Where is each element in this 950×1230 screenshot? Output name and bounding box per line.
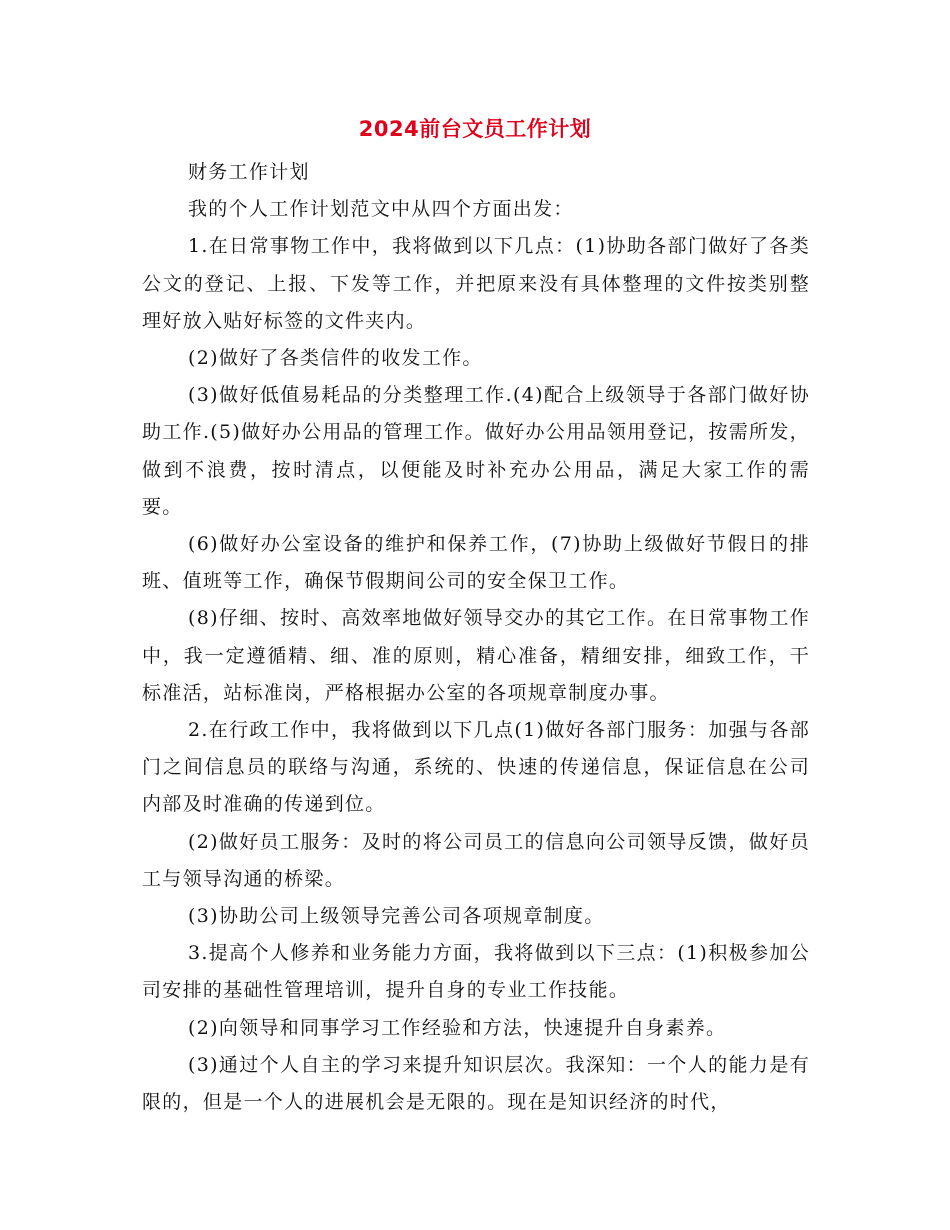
paragraph-intro: 我的个人工作计划范文中从四个方面出发：: [188, 198, 574, 221]
paragraph-heading: 财务工作计划: [188, 161, 310, 183]
paragraph: (2)做好员工服务：及时的将公司员工的信息向公司领导反馈，做好员工与领导沟通的桥梁。: [142, 830, 810, 890]
paragraph: 3.提高个人修养和业务能力方面，我将做到以下三点：(1)积极参加公司安排的基础性管理培训，提升自身的专业工作技能。: [142, 942, 810, 1002]
paragraph: (8)仔细、按时、高效率地做好领导交办的其它工作。在日常事物工作中，我一定遵循精、细、准的原则，精心准备，精细安排，细致工作，干标准活，站标准岗，严格根据办公室的各项规章制度办事。: [142, 607, 810, 704]
paragraph: 1.在日常事物工作中，我将做到以下几点：(1)协助各部门做好了各类公文的登记、上报、下发等工作，并把原来没有具体整理的文件按类别整理好放入贴好标签的文件夹内。: [142, 235, 810, 332]
document-title: 2024前台文员工作计划: [358, 117, 592, 141]
paragraph: (3)做好低值易耗品的分类整理工作.(4)配合上级领导于各部门做好协助工作.(5)做好办公用品的管理工作。做好办公用品领用登记，按需所发，做到不浪费，按时清点，以便能及时补充办公用品，满足大家工作的需要。: [142, 384, 810, 518]
paragraph: (3)协助公司上级领导完善公司各项规章制度。: [188, 905, 605, 928]
paragraph: 2.在行政工作中，我将做到以下几点(1)做好各部门服务：加强与各部门之间信息员的联络与沟通，系统的、快速的传递信息，保证信息在公司内部及时准确的传递到位。: [142, 719, 810, 816]
paragraph: (6)做好办公室设备的维护和保养工作，(7)协助上级做好节假日的排班、值班等工作，确保节假期间公司的安全保卫工作。: [142, 533, 810, 593]
paragraph: (2)做好了各类信件的收发工作。: [188, 347, 483, 370]
document-body: [142, 154, 810, 1121]
paragraph: (2)向领导和同事学习工作经验和方法，快速提升自身素养。: [188, 1016, 727, 1039]
paragraph: (3)通过个人自主的学习来提升知识层次。我深知：一个人的能力是有限的，但是一个人的进展机会是无限的。现在是知识经济的时代，: [142, 1053, 810, 1114]
